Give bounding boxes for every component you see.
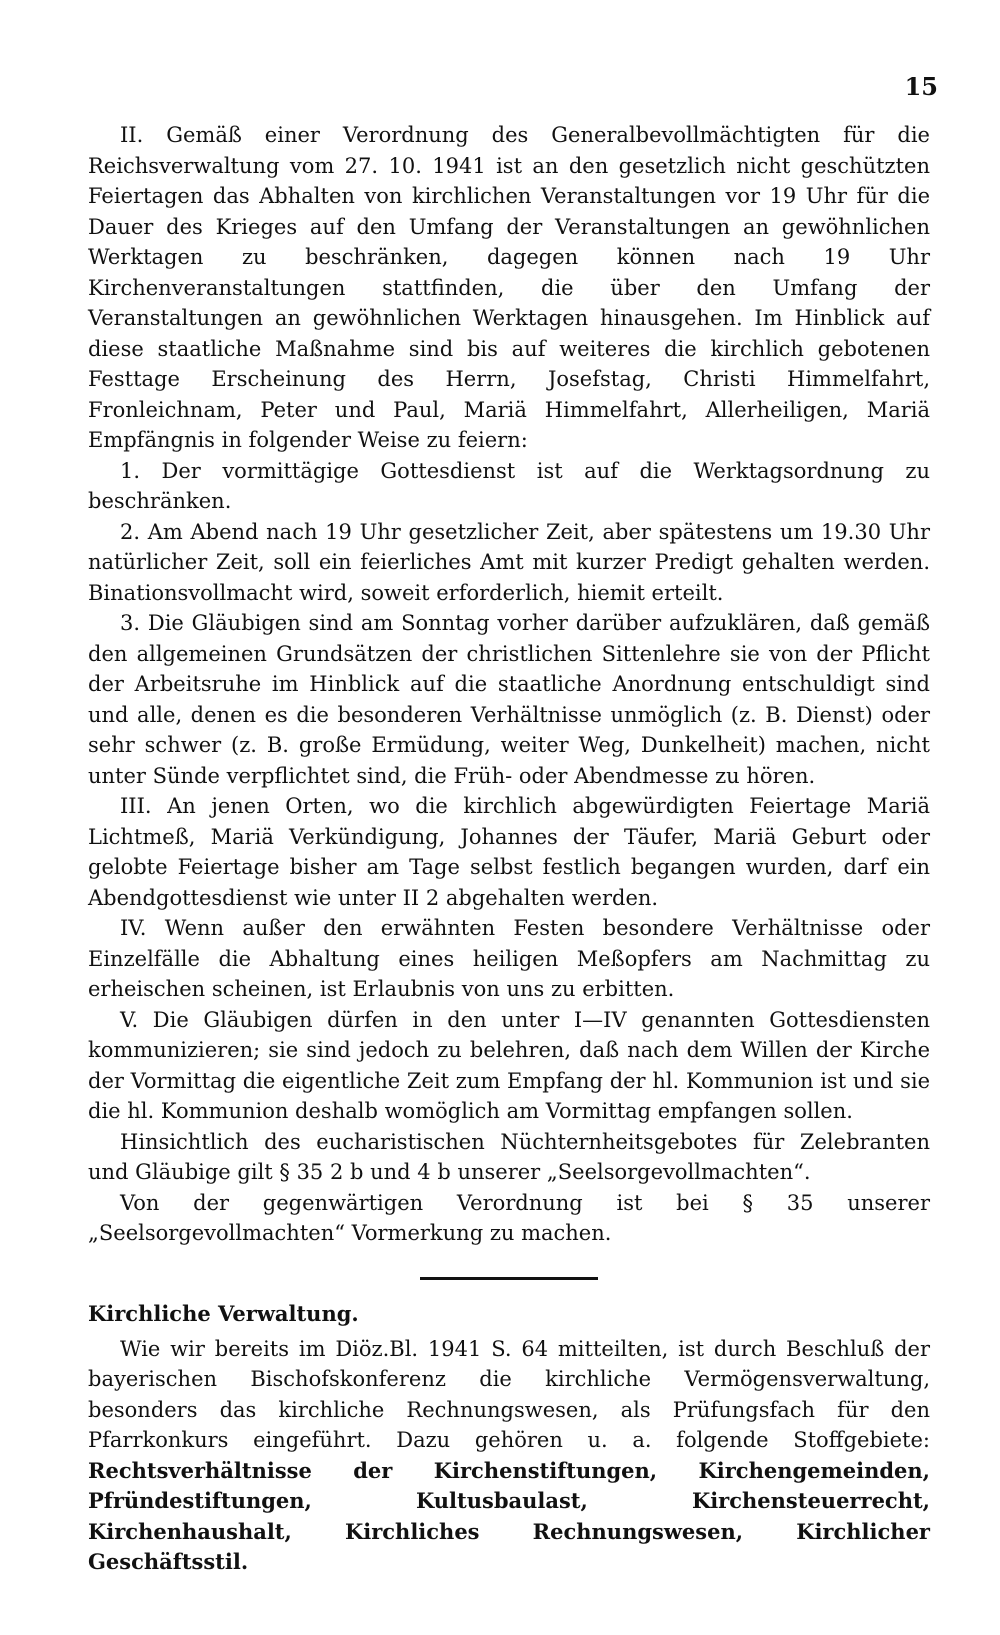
paragraph-ii: II. Gemäß einer Verordnung des Generalbevollmächtigten für die Reichsverwaltung vom 27. 10. 1941 ist an den gesetzlich nicht geschützten Feiertagen das Abhalten von kirchlichen Veranstaltungen vor 19 Uhr für die Dauer des Krieges auf den Umfang der Veranstaltungen an gewöhnlichen Werktagen zu beschränken, dagegen können nach 19 Uhr Kirchenveranstaltungen stattfinden, die über den Umfang der Veranstaltungen an gewöhnlichen Werktagen hinausgehen. Im Hinblick auf diese staatliche Maßnahme sind bis auf weiteres die kirchlich gebotenen Festtage Erscheinung des Herrn, Josefstag, Christi Himmelfahrt, Fronleichnam, Peter und Paul, Mariä Himmelfahrt, Allerheiligen, Mariä Empfängnis in folgender Weise zu feiern: (88, 123, 930, 452)
section-heading: Kirchliche Verwaltung. (88, 1300, 359, 1326)
paragraph-nuechternheit: Hinsichtlich des eucharistischen Nüchternheitsgebotes für Zelebranten und Gläubige gilt § 35 2 b und 4 b unserer „Seelsorgevollmachten“. (88, 1129, 930, 1184)
section-paragraph (88, 1334, 930, 1578)
section-bold-terms: Rechtsverhältnisse der Kirchenstiftungen, Kirchengemeinden, Pfründestiftungen, Kultusbaulast, Kirchensteuerrecht, Kirchenhaushalt, Kirchliches Rechnungswesen, Kirchlicher Geschäftsstil. (88, 1457, 930, 1574)
document-page (88, 66, 930, 1578)
paragraph-ii-2: 2. Am Abend nach 19 Uhr gesetzlicher Zeit, aber spätestens um 19.30 Uhr natürlicher Zeit, soll ein feierliches Amt mit kurzer Predigt gehalten werden. Binationsvollmacht wird, soweit erforderlich, hiemit erteilt. (88, 519, 930, 605)
section-divider (420, 1277, 598, 1280)
section-text: Wie wir bereits im Diöz.Bl. 1941 S. 64 mitteilten, ist durch Beschluß der bayerischen Bischofskonferenz die kirchliche Vermögensverwaltung, besonders das kirchliche Rechnungswesen, als Prüfungsfach für den Pfarrkonkurs eingeführt. Dazu gehören u. a. folgende Stoffgebiete: (88, 1336, 930, 1452)
paragraph-vormerkung: Von der gegenwärtigen Verordnung ist bei § 35 unserer „Seelsorgevollmachten“ Vormerkung zu machen. (88, 1190, 930, 1245)
paragraph-ii-3: 3. Die Gläubigen sind am Sonntag vorher darüber aufzuklären, daß gemäß den allgemeinen Grundsätzen der christlichen Sittenlehre sie von der Pflicht der Arbeitsruhe im Hinblick auf die staatliche Anordnung entschuldigt sind und alle, denen es die besonderen Verhältnisse unmöglich (z. B. Dienst) oder sehr schwer (z. B. große Ermüdung, weiter Weg, Dunkelheit) machen, nicht unter Sünde verpflichtet sind, die Früh- oder Abendmesse zu hören. (88, 611, 930, 788)
paragraph-v: V. Die Gläubigen dürfen in den unter I—IV genannten Gottesdiensten kommunizieren; sie sind jedoch zu belehren, daß nach dem Willen der Kirche der Vormittag die eigentliche Zeit zum Empfang der hl. Kommunion ist und sie die hl. Kommunion deshalb womöglich am Vormittag empfangen sollen. (88, 1007, 930, 1123)
paragraph-iii: III. An jenen Orten, wo die kirchlich abgewürdigten Feiertage Mariä Lichtmeß, Mariä Verkündigung, Johannes der Täufer, Mariä Geburt oder gelobte Feiertage bisher am Tage selbst festlich begangen wurden, darf ein Abendgottesdienst wie unter II 2 abgehalten werden. (88, 794, 930, 910)
page-number: 15 (904, 72, 938, 101)
paragraph-iv: IV. Wenn außer den erwähnten Festen besondere Verhältnisse oder Einzelfälle die Abhaltung eines heiligen Meßopfers am Nachmittag zu erheischen scheinen, ist Erlaubnis von uns zu erbitten. (88, 916, 930, 1001)
paragraph-ii-1: 1. Der vormittägige Gottesdienst ist auf die Werktagsordnung zu beschränken. (88, 458, 930, 513)
